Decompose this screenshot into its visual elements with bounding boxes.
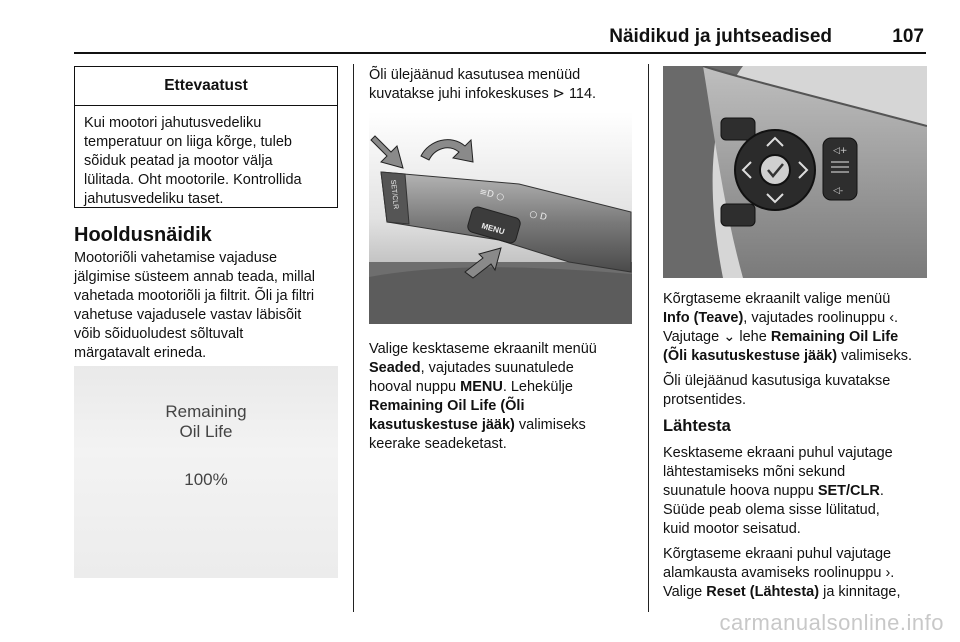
menu-label: MENU (480, 221, 506, 237)
chevron-down-icon: ⌄ (723, 329, 736, 345)
text-line: vahetuse vajadusele vastav läbisõit (74, 307, 302, 323)
text-line: kuvatakse juhi infokeskuses ⊳ 114. (369, 86, 597, 102)
warning-line: jahutusvedeliku taset. (84, 191, 224, 207)
steering-wheel-controls-illustration (663, 66, 927, 278)
text-line: keerake seadeketast. (369, 436, 507, 452)
text-line: Valige kesktaseme ekraanilt menüü (369, 341, 597, 357)
text-line: võib sõiduoludest sõltuvalt (74, 326, 244, 342)
info-menu-paragraph (663, 290, 935, 366)
warning-line: temperatuur on liiga kõrge, tuleb (84, 134, 292, 150)
oil-life-display (74, 366, 338, 578)
light-icon: ≡D ○ (478, 187, 506, 204)
chevron-right-icon: › (885, 565, 891, 581)
text-line: kuid mootor seisatud. (663, 521, 801, 537)
header-rule (74, 52, 926, 54)
high-display-paragraph (663, 545, 938, 602)
set-clr-label: SET/CLR (389, 179, 400, 210)
volume-up-icon: ◁+ (833, 146, 848, 156)
warning-line: Kui mootori jahutusvedeliku (84, 115, 262, 131)
warning-line: lülitada. Oht mootorile. Kontrollida (84, 172, 302, 188)
text-line: Kõrgtaseme ekraanilt valige menüü (663, 291, 891, 307)
phone-button (721, 118, 755, 140)
percent-paragraph (663, 372, 935, 410)
column-divider (648, 64, 649, 612)
ok-button (760, 155, 790, 185)
section-heading: Hooldusnäidik (74, 224, 212, 246)
select-menu-paragraph (369, 340, 644, 454)
text-line: lähtestamiseks mõni sekund (663, 464, 846, 480)
voice-button (721, 204, 755, 226)
text-line: Vajutage ⌄ lehe Remaining Oil Life (663, 329, 899, 345)
volume-down-icon: ◁- (833, 186, 844, 196)
oil-life-percent: 100% (184, 470, 228, 489)
text-line: alamkausta avamiseks roolinuppu ›. (663, 565, 895, 581)
watermark: carmanualsonline.info (719, 610, 944, 635)
text-line: suunatule hoova nuppu SET/CLR. (663, 483, 884, 499)
text-line: Kesktaseme ekraani puhul vajutage (663, 445, 893, 461)
intro-paragraph (369, 66, 639, 104)
warning-heading: Ettevaatust (75, 67, 337, 106)
chevron-left-icon: ‹ (889, 310, 895, 326)
text-line: Valige Reset (Lähtesta) ja kinnitage, (663, 584, 901, 600)
text-line: Info (Teave), vajutades roolinuppu ‹. (663, 310, 899, 326)
text-line: (Õli kasutuskestuse jääk) valimiseks. (663, 348, 913, 364)
text-line: protsentides. (663, 392, 747, 408)
turn-signal-stalk-illustration (369, 112, 632, 324)
oil-life-label: Oil Life (179, 422, 233, 441)
text-line: Õli ülejäänud kasutusiga kuvatakse (663, 373, 891, 389)
warning-text (75, 106, 337, 217)
text-line: Seaded, vajutades suunatulede (369, 360, 574, 376)
text-line: Õli ülejäänud kasutusea menüüd (369, 67, 581, 83)
header-title: Näidikud ja juhtseadised (609, 26, 832, 47)
service-paragraph (74, 249, 344, 363)
section-heading: Lähtesta (663, 417, 731, 435)
text-line: jälgimise süsteem annab teada, millal (74, 269, 315, 285)
text-line: hooval nuppu MENU. Lehekülje (369, 379, 573, 395)
page-number: 107 (892, 26, 924, 47)
reset-paragraph (663, 444, 935, 539)
warning-box (74, 66, 338, 208)
text-line: märgatavalt erineda. (74, 345, 207, 361)
oil-life-label: Remaining (165, 402, 247, 421)
text-line: kasutuskestuse jääk) valimiseks (369, 417, 586, 433)
text-line: Remaining Oil Life (Õli (369, 398, 525, 414)
light-icon: ○ D (528, 209, 548, 224)
warning-line: sõiduk peatad ja mootor välja (84, 153, 273, 169)
text-line: Kõrgtaseme ekraani puhul vajutage (663, 546, 892, 562)
text-line: Süüde peab olema sisse lülitatud, (663, 502, 880, 518)
column-divider (353, 64, 354, 612)
text-line: vahetada mootoriõli ja filtrit. Õli ja filtri (74, 288, 315, 304)
text-line: Mootoriõli vahetamise vajaduse (74, 250, 278, 266)
